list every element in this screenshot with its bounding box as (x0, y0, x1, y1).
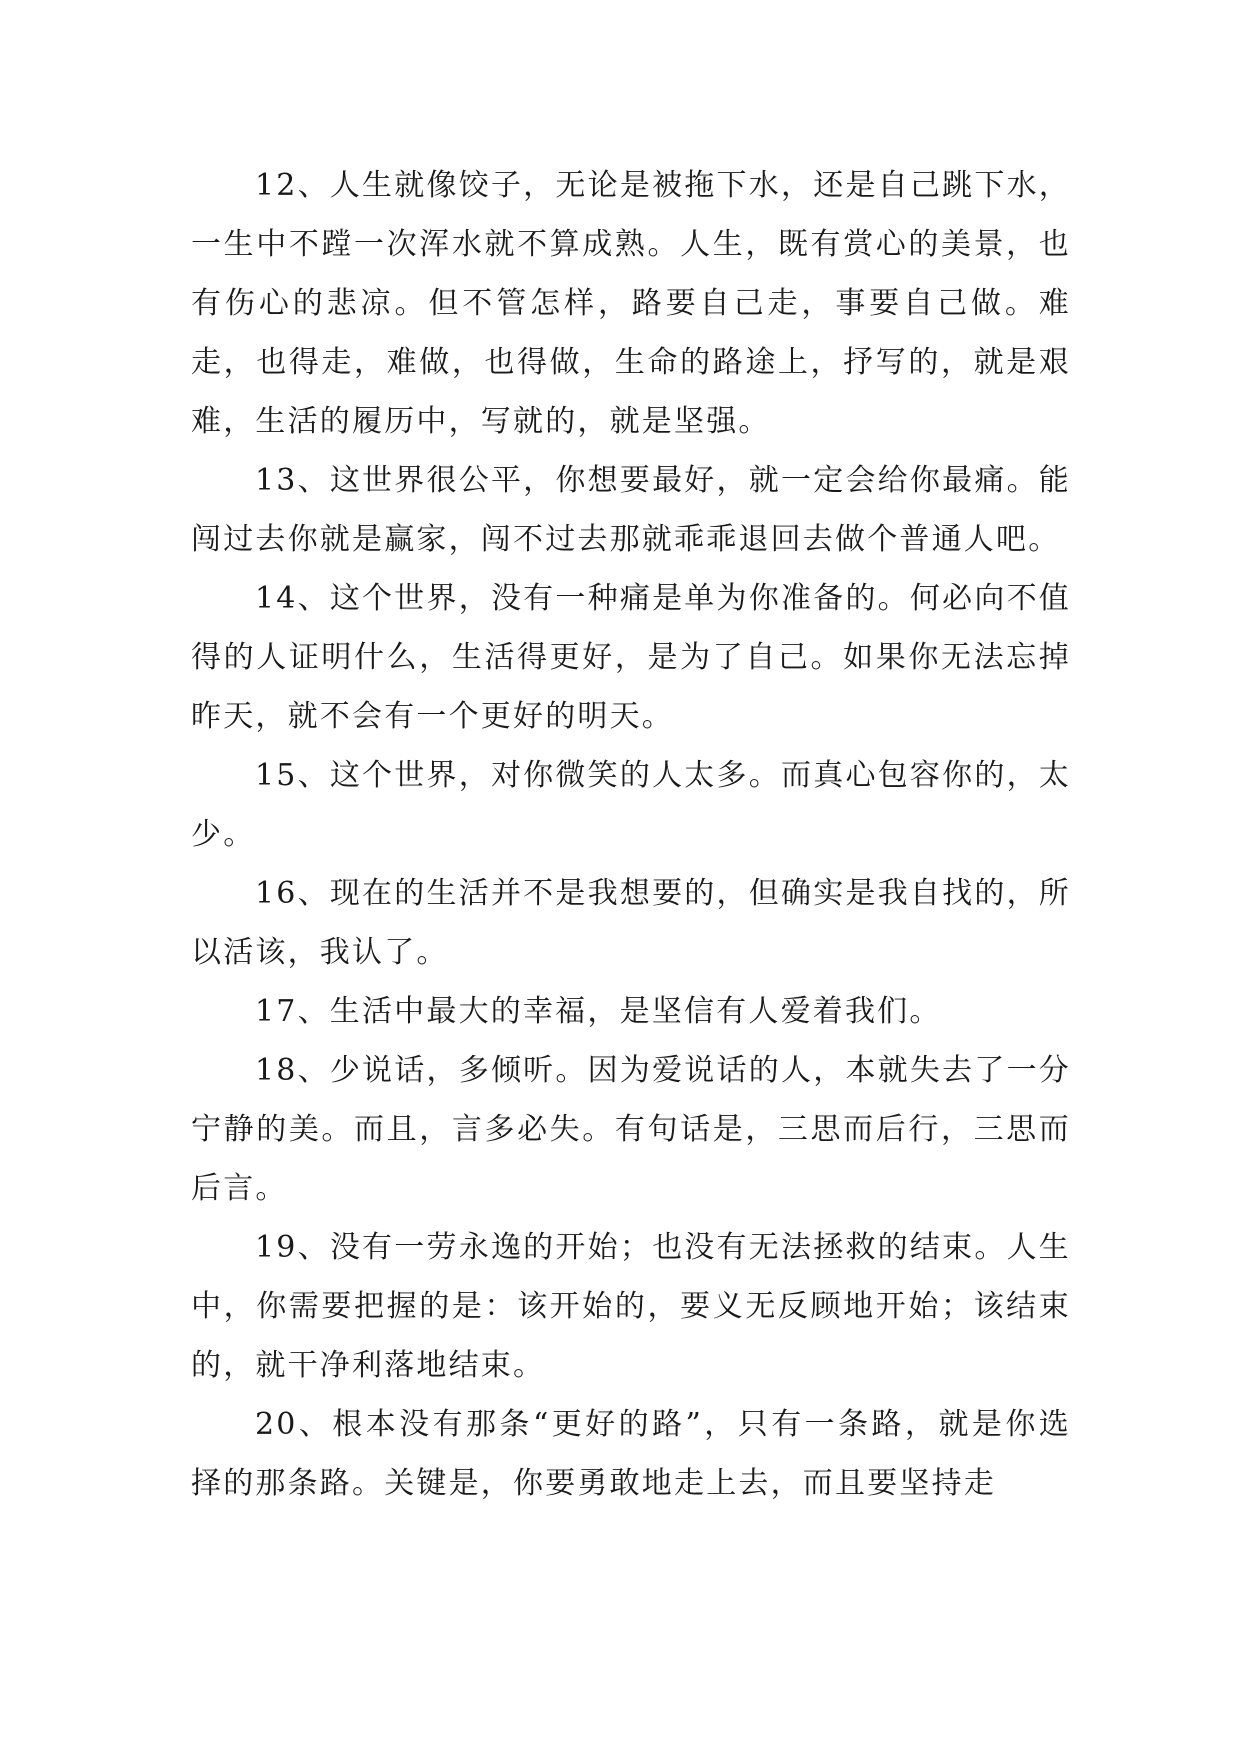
paragraph-19: 19、没有一劳永逸的开始；也没有无法拯救的结束。人生中，你需要把握的是：该开始的，要义无反顾地开始；该结束的，就干净利落地结束。 (191, 1230, 1071, 1383)
paragraph-12: 12、人生就像饺子，无论是被拖下水，还是自己跳下水，一生中不蹚一次浑水就不算成熟。人生，既有赏心的美景，也有伤心的悲凉。但不管怎样，路要自己走，事要自己做。难走，也得走，难做，也得做，生命的路途上，抒写的，就是艰难，生活的履历中，写就的，就是坚强。 (191, 168, 1071, 439)
paragraph-18: 18、少说话，多倾听。因为爱说话的人，本就失去了一分宁静的美。而且，言多必失。有句话是，三思而后行，三思而后言。 (191, 1053, 1071, 1206)
paragraph-15: 15、这个世界，对你微笑的人太多。而真心包容你的，太少。 (191, 758, 1071, 852)
paragraph-13: 13、这世界很公平，你想要最好，就一定会给你最痛。能闯过去你就是赢家，闯不过去那就乖乖退回去做个普通人吧。 (191, 463, 1071, 557)
paragraph-17: 17、生活中最大的幸福，是坚信有人爱着我们。 (255, 994, 942, 1029)
paragraph-20: 20、根本没有那条“更好的路”，只有一条路，就是你选择的那条路。关键是，你要勇敢地走上去，而且要坚持走 (191, 1407, 1071, 1501)
paragraph-16: 16、现在的生活并不是我想要的，但确实是我自找的，所以活该，我认了。 (191, 876, 1071, 970)
paragraph-14: 14、这个世界，没有一种痛是单为你准备的。何必向不值得的人证明什么，生活得更好，是为了自己。如果你无法忘掉昨天，就不会有一个更好的明天。 (191, 581, 1071, 734)
document-body (191, 156, 1071, 1513)
